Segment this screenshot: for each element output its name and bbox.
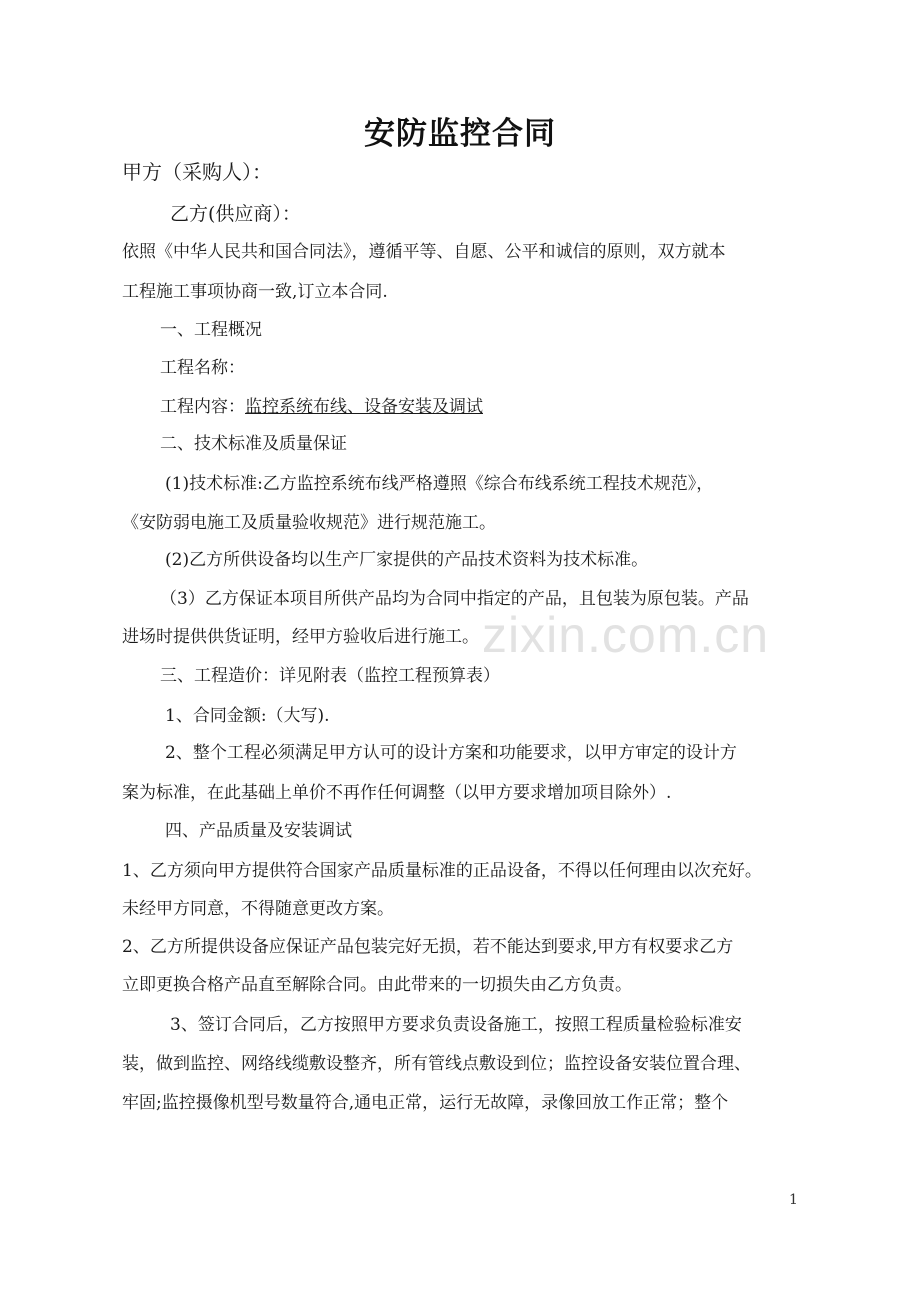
intro-line-2: 工程施工事项协商一致,订立本合同. bbox=[122, 282, 388, 302]
party-b-line: 乙方(供应商）： bbox=[170, 203, 301, 225]
quality-item-3-line-3: 牢固;监控摄像机型号数量符合,通电正常，运行无故障，录像回放工作正常；整个 bbox=[122, 1093, 729, 1113]
item-2-line-1: (2)乙方所供设备均以生产厂家提供的产品技术资料为技术标准。 bbox=[165, 550, 649, 570]
price-item-2-line-2: 案为标准，在此基础上单价不再作任何调整（以甲方要求增加项目除外）. bbox=[122, 783, 672, 803]
quality-item-2-line-2: 立即更换合格产品直至解除合同。由此带来的一切损失由乙方负责。 bbox=[122, 975, 632, 995]
section-1-heading: 一、工程概况 bbox=[160, 320, 262, 340]
quality-item-3-line-1: 3、签订合同后，乙方按照甲方要求负责设备施工，按照工程质量检验标准安 bbox=[170, 1015, 742, 1035]
page-number: 1 bbox=[789, 1192, 798, 1208]
project-content-line bbox=[160, 395, 483, 419]
intro-line-1: 依照《中华人民共和国合同法》，遵循平等、自愿、公平和诚信的原则，双方就本 bbox=[122, 242, 726, 262]
item-3-line-1: （3）乙方保证本项目所供产品均为合同中指定的产品，且包装为原包装。产品 bbox=[160, 589, 749, 609]
page-title: 安防监控合同 bbox=[364, 116, 556, 152]
item-3-line-2: 进场时提供供货证明，经甲方验收后进行施工。 bbox=[122, 627, 479, 647]
quality-item-1-line-1: 1、乙方须向甲方提供符合国家产品质量标准的正品设备，不得以任何理由以次充好。 bbox=[122, 861, 762, 881]
quality-item-2-line-1: 2、乙方所提供设备应保证产品包装完好无损，若不能达到要求,甲方有权要求乙方 bbox=[122, 937, 734, 957]
watermark: zixin.com.cn bbox=[482, 607, 770, 663]
quality-item-3-line-2: 装，做到监控、网络线缆敷设整齐，所有管线点敷设到位；监控设备安装位置合理、 bbox=[122, 1054, 751, 1074]
quality-item-1-line-2: 未经甲方同意，不得随意更改方案。 bbox=[122, 899, 394, 919]
item-1-line-2: 《安防弱电施工及质量验收规范》进行规范施工。 bbox=[122, 513, 496, 533]
section-4-heading: 四、产品质量及安装调试 bbox=[165, 821, 352, 841]
price-item-1: 1、合同金额:（大写). bbox=[165, 706, 330, 726]
price-item-2-line-1: 2、整个工程必须满足甲方认可的设计方案和功能要求，以甲方审定的设计方 bbox=[165, 743, 737, 763]
project-name-label: 工程名称： bbox=[160, 358, 245, 378]
section-2-heading: 二、技术标准及质量保证 bbox=[160, 434, 347, 454]
section-3-heading: 三、工程造价：详见附表（监控工程预算表） bbox=[160, 666, 500, 686]
party-a-line: 甲方（采购人）： bbox=[122, 160, 272, 184]
item-1-line-1: (1)技术标准:乙方监控系统布线严格遵照《综合布线系统工程技术规范》， bbox=[165, 474, 714, 494]
project-content-label: 工程内容： bbox=[160, 397, 245, 417]
project-content-value: 监控系统布线、设备安装及调试 bbox=[245, 397, 483, 417]
